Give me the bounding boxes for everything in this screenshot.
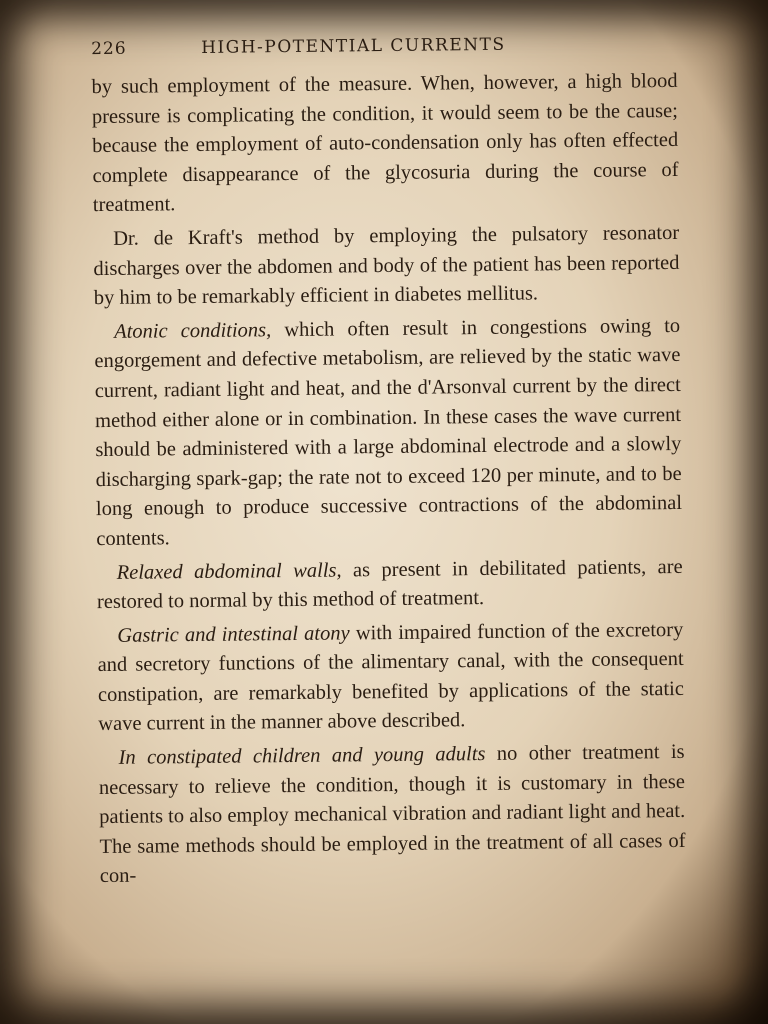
page-header — [91, 33, 677, 59]
paragraph-atonic-conditions — [94, 312, 682, 555]
paragraph-lead: In constipated children and young adults — [118, 743, 486, 769]
paragraph-text: by such employment of the measure. When, however, a high blood pressure is complicating the condition, it would seem to be the cause; because the employment of auto-condensation only has often effected complete disappearance of the glycosuria during the course of treatment. — [91, 69, 679, 217]
paragraph-1 — [91, 67, 679, 221]
running-head: HIGH-POTENTIAL CURRENTS — [201, 34, 506, 58]
paragraph-constipated-children — [98, 738, 686, 892]
page-number: 226 — [91, 38, 127, 60]
paragraph-gastric-atony — [97, 616, 684, 741]
paragraph-lead: Atonic conditions, — [114, 318, 272, 343]
paragraph-2 — [93, 219, 680, 314]
book-page — [91, 25, 687, 991]
paragraph-lead: Relaxed abdominal walls, — [116, 559, 342, 584]
paragraph-text: with impaired function of the excretory and secretory functions of the alimentary canal, with the consequent constipation, are remarkably benefited by applications of the static wave current in the manner above described. — [97, 618, 685, 736]
paragraph-text: which often result in congestions owing to engorgement and defective metabolism, are relieved by the static wave current, radiant light and heat, and the d'Arsonval current by the direct method either alone or in combination. In these cases the wave current should be administered with a large abdominal electrode and a slowly discharging spark-gap; the rate not to exceed 120 per minute, and to be long enough to produce successive contractions of the abdominal contents. — [94, 314, 683, 550]
paragraph-relaxed-abdominal-walls — [97, 552, 684, 617]
paragraph-text: Dr. de Kraft's method by employing the pulsatory resonator discharges over the abdomen and body of the patient has been reported by him to be remarkably efficient in diabetes mellitus. — [93, 221, 680, 310]
paragraph-text: as present in debilitated patients, are restored to normal by this method of treatment. — [96, 555, 683, 614]
paragraph-text: no other treatment is necessary to relieve the condition, though it is customary in these patients to also employ mechanical vibration and radiant light and heat. The same methods should be employed in the treatment of all cases of con- — [98, 740, 686, 888]
paragraph-lead: Gastric and intestinal atony — [117, 622, 350, 647]
